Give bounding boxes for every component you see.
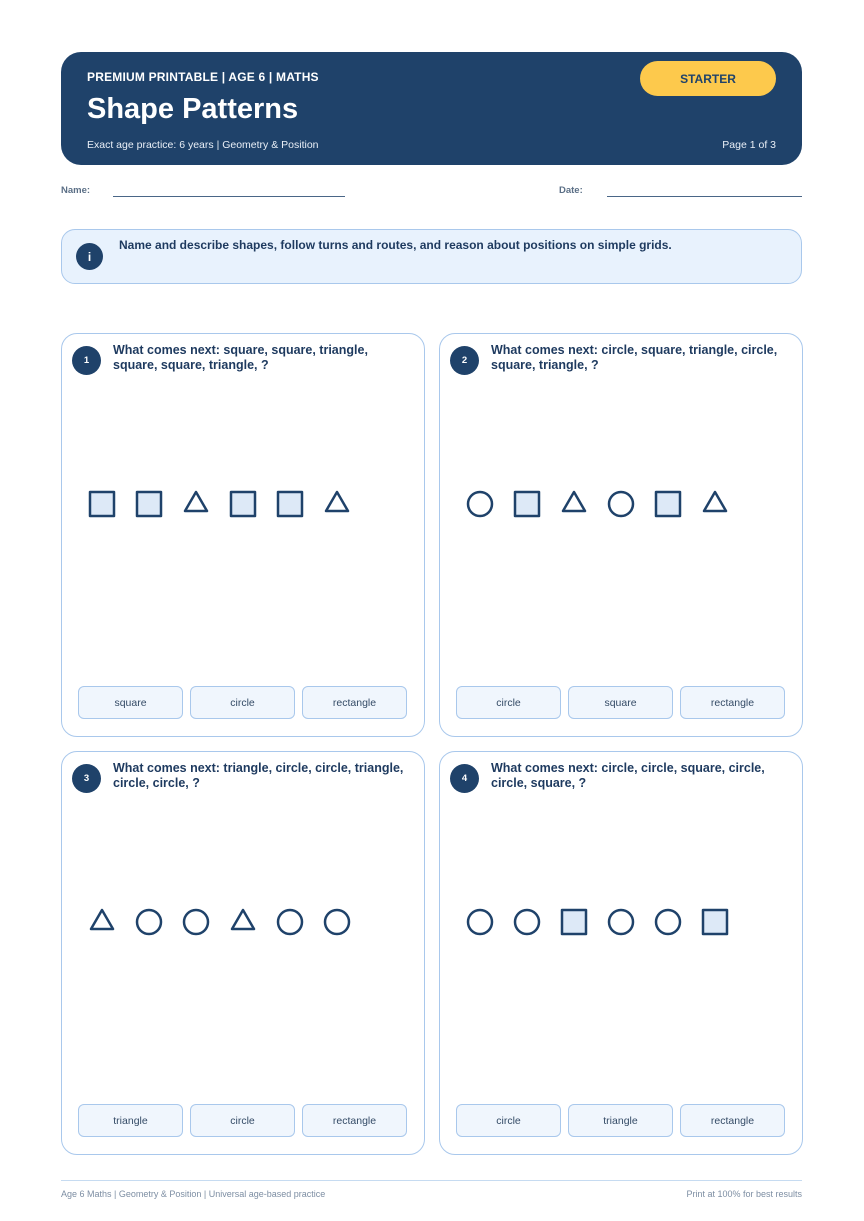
question-text: What comes next: circle, square, triangle, circle, square, triangle, ? xyxy=(491,343,778,372)
triangle-shape xyxy=(91,910,113,929)
square-shape xyxy=(656,492,680,516)
triangle-shape xyxy=(232,910,254,929)
question-card-2 xyxy=(439,333,803,737)
date-label: Date: xyxy=(559,185,583,196)
question-number: 1 xyxy=(72,346,101,375)
question-text: What comes next: triangle, circle, circle, triangle, circle, circle, ? xyxy=(113,761,404,790)
circle-shape xyxy=(515,910,539,934)
answer-option[interactable]: rectangle xyxy=(302,686,407,719)
footer-divider xyxy=(61,1180,802,1181)
answer-option[interactable]: triangle xyxy=(568,1104,673,1137)
answer-option[interactable]: rectangle xyxy=(680,686,785,719)
circle-shape xyxy=(184,910,208,934)
date-field[interactable] xyxy=(607,196,802,197)
circle-shape xyxy=(468,910,492,934)
answer-option[interactable]: circle xyxy=(190,686,295,719)
header-subtitle: Exact age practice: 6 years | Geometry & Position xyxy=(87,139,319,151)
circle-shape xyxy=(609,910,633,934)
answer-options xyxy=(78,686,408,719)
footer-right: Print at 100% for best results xyxy=(686,1189,802,1199)
instructions-box xyxy=(61,229,802,284)
name-field[interactable] xyxy=(113,196,345,197)
square-shape xyxy=(137,492,161,516)
question-card-3 xyxy=(61,751,425,1155)
triangle-shape xyxy=(326,492,348,511)
level-badge[interactable]: STARTER xyxy=(640,61,776,96)
circle-shape xyxy=(656,910,680,934)
square-shape xyxy=(703,910,727,934)
answer-option[interactable]: square xyxy=(78,686,183,719)
shape-sequence xyxy=(440,484,804,524)
triangle-shape xyxy=(704,492,726,511)
answer-option[interactable]: circle xyxy=(456,686,561,719)
answer-option[interactable]: circle xyxy=(190,1104,295,1137)
question-number: 3 xyxy=(72,764,101,793)
name-label: Name: xyxy=(61,185,91,196)
answer-option[interactable]: triangle xyxy=(78,1104,183,1137)
circle-shape xyxy=(278,910,302,934)
triangle-shape xyxy=(563,492,585,511)
answer-options xyxy=(456,686,786,719)
shape-sequence xyxy=(62,902,426,942)
circle-shape xyxy=(468,492,492,516)
instructions-text: Name and describe shapes, follow turns and routes, and reason about positions on simple grids. xyxy=(119,238,672,252)
answer-option[interactable]: rectangle xyxy=(302,1104,407,1137)
shape-sequence xyxy=(62,484,426,524)
circle-shape xyxy=(609,492,633,516)
page-title: Shape Patterns xyxy=(87,93,299,125)
answer-options xyxy=(78,1104,408,1137)
square-shape xyxy=(278,492,302,516)
triangle-shape xyxy=(185,492,207,511)
question-number: 4 xyxy=(450,764,479,793)
square-shape xyxy=(562,910,586,934)
question-text: What comes next: circle, circle, square, circle, circle, square, ? xyxy=(491,761,765,790)
answer-options xyxy=(456,1104,786,1137)
info-icon: i xyxy=(76,243,103,270)
header-kicker: PREMIUM PRINTABLE | AGE 6 | MATHS xyxy=(87,70,319,84)
question-number: 2 xyxy=(450,346,479,375)
footer-left: Age 6 Maths | Geometry & Position | Universal age-based practice xyxy=(61,1189,326,1199)
answer-option[interactable]: square xyxy=(568,686,673,719)
square-shape xyxy=(231,492,255,516)
circle-shape xyxy=(325,910,349,934)
question-card-1 xyxy=(61,333,425,737)
question-card-4 xyxy=(439,751,803,1155)
shape-sequence xyxy=(440,902,804,942)
question-text: What comes next: square, square, triangle, square, square, triangle, ? xyxy=(113,343,368,372)
worksheet-header xyxy=(61,52,802,165)
square-shape xyxy=(90,492,114,516)
square-shape xyxy=(515,492,539,516)
circle-shape xyxy=(137,910,161,934)
answer-option[interactable]: rectangle xyxy=(680,1104,785,1137)
answer-option[interactable]: circle xyxy=(456,1104,561,1137)
page-indicator: Page 1 of 3 xyxy=(722,139,776,151)
